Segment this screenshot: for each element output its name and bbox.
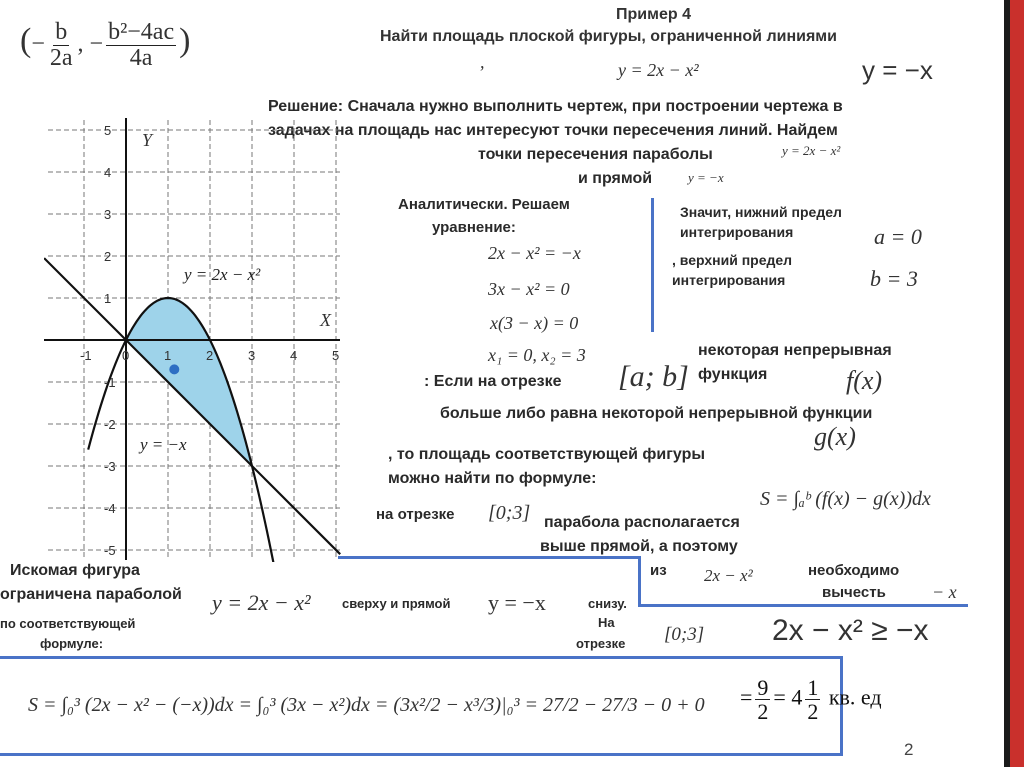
parabola-label: y = 2x − x² [184, 265, 261, 284]
step-4: x₁ = 0, x₂ = 3 [488, 345, 586, 365]
axis-y-label: Y [142, 130, 153, 150]
lower-limit-1: Значит, нижний предел [680, 204, 842, 220]
x-tick-label: 0 [122, 348, 130, 363]
upper-limit-2: интегрирования [672, 272, 786, 288]
inequality: 2x − x² ≥ −x [772, 614, 929, 647]
y-tick-label: -3 [104, 459, 116, 474]
x-tick-label: 3 [248, 348, 256, 363]
x-tick-label: 4 [290, 348, 298, 363]
upper-limit-value: b = 3 [870, 266, 918, 291]
from-eq: 2x − x² [704, 566, 753, 585]
solution-line-4-eq: y = −x [688, 170, 724, 185]
x-tick-label: -1 [80, 348, 92, 363]
eq-parabola: y = 2x − x² [618, 60, 699, 80]
on-1: На [598, 615, 615, 630]
analytic-1: Аналитически. Решаем [398, 196, 570, 213]
vertical-divider [651, 198, 654, 332]
blue-dot [169, 364, 179, 374]
f-of-x: f(x) [846, 366, 883, 395]
on-segment: на отрезке [376, 506, 455, 523]
y-tick-label: -4 [104, 501, 116, 516]
solution-line-1: Решение: Сначала нужно выполнить чертеж, при построении чертежа в [268, 98, 843, 115]
step-1: 2x − x² = −x [488, 243, 581, 263]
comma-mark: , [480, 52, 485, 72]
segment-0-3-b: [0;3] [664, 624, 705, 645]
minus-x: − x [932, 582, 957, 602]
y-tick-label: 2 [104, 249, 112, 264]
lower-limit-2: интегрирования [680, 224, 794, 240]
result-unit: кв. ед [828, 684, 882, 710]
result-eq: = [740, 684, 753, 710]
sought-eq: y = 2x − x² [212, 590, 311, 615]
y-tick-label: 4 [104, 165, 112, 180]
continuous-2: функция [698, 366, 768, 383]
parabola-above-2: выше прямой, а поэтому [540, 538, 738, 555]
solution-line-2: задачах на площадь нас интересуют точки пересечения линий. Найдем [268, 122, 838, 139]
vertex-y-num: b²−4ac [108, 19, 175, 45]
result [740, 676, 882, 723]
vertex-formula: (− $\frac{b}{2a}$ , − $\frac{\text{b²−4ac}}{4a}$ ) [20, 19, 191, 72]
result-num-1: 9 [757, 675, 769, 700]
area-line-1: , то площадь соответствующей фигуры [388, 446, 706, 463]
from-above: сверху и прямой [342, 596, 451, 611]
right-red-stripe [1010, 0, 1024, 767]
result-den-1: 2 [757, 699, 769, 725]
line-y-minus-x [44, 258, 340, 554]
sought-2: ограничена параболой [0, 586, 182, 603]
area-line-2: можно найти по формуле: [388, 470, 597, 487]
greater-text: больше либо равна некоторой непрерывной функции [440, 405, 873, 422]
final-formula: S = ∫₀³ (2x − x² − (−x))dx = ∫₀³ (3x − x²)dx = (3x²/2 − x³/3)|₀³ = 27/2 − 27/3 − 0 + 0 [28, 694, 705, 716]
result-den-2: 2 [807, 699, 819, 725]
step-3: x(3 − x) = 0 [490, 313, 579, 333]
x-tick-label: 1 [164, 348, 172, 363]
result-eq-2: = 4 [773, 684, 803, 710]
y-tick-label: -1 [104, 375, 116, 390]
h-divider-2 [638, 604, 968, 607]
v-divider-2 [638, 556, 641, 606]
line-eq: y = −x [488, 590, 546, 615]
y-tick-label: -5 [104, 543, 116, 558]
segment-0-3: [0;3] [488, 502, 531, 524]
y-tick-label: 3 [104, 207, 112, 222]
vertex-x-num: b [55, 19, 68, 45]
line-label: y = −x [140, 435, 187, 454]
formula-box-top [0, 656, 842, 659]
on-2: отрезке [576, 636, 626, 651]
h-divider-1 [338, 556, 638, 559]
page-number: 2 [904, 740, 914, 759]
g-of-x: g(x) [814, 422, 856, 451]
analytic-2: уравнение: [432, 219, 516, 236]
example-title: Пример 4 [616, 6, 691, 23]
by-formula-2: формуле: [40, 636, 104, 651]
sought-1: Искомая фигура [10, 562, 140, 579]
formula-box-bottom [0, 753, 842, 756]
by-formula-1: по соответствующей [0, 616, 136, 631]
need-1: необходимо [808, 562, 900, 579]
vertex-x-den: 2a [49, 45, 73, 72]
need-2: вычесть [822, 584, 886, 601]
step-2: 3x − x² = 0 [488, 279, 570, 299]
graph [44, 116, 344, 562]
result-num-2: 1 [807, 675, 819, 700]
axis-x-label: X [320, 310, 331, 330]
parabola-above-1: парабола располагается [544, 514, 740, 531]
upper-limit-1: , верхний предел [672, 252, 793, 268]
y-tick-label: -2 [104, 417, 116, 432]
y-tick-label: 5 [104, 123, 112, 138]
eq-line-big: y = −x [862, 55, 933, 85]
if-segment: : Если на отрезке [424, 373, 562, 390]
solution-line-3: точки пересечения параболы [478, 146, 713, 163]
y-tick-label: 1 [104, 291, 112, 306]
from-below: снизу. [588, 596, 627, 611]
solution-line-3-eq: y = 2x − x² [782, 143, 841, 158]
continuous-1: некоторая непрерывная [698, 342, 892, 359]
vertex-y-den: 4a [129, 45, 153, 72]
x-tick-label: 5 [332, 348, 340, 363]
segment-ab: [a; b] [618, 360, 689, 393]
from-word: из [650, 562, 667, 579]
area-formula: S = ∫ₐᵇ (f(x) − g(x))dx [760, 488, 931, 510]
x-tick-label: 2 [206, 348, 214, 363]
solution-line-4: и прямой [578, 170, 653, 187]
task-text: Найти площадь плоской фигуры, ограниченной линиями [380, 28, 837, 45]
lower-limit-value: a = 0 [874, 224, 922, 249]
